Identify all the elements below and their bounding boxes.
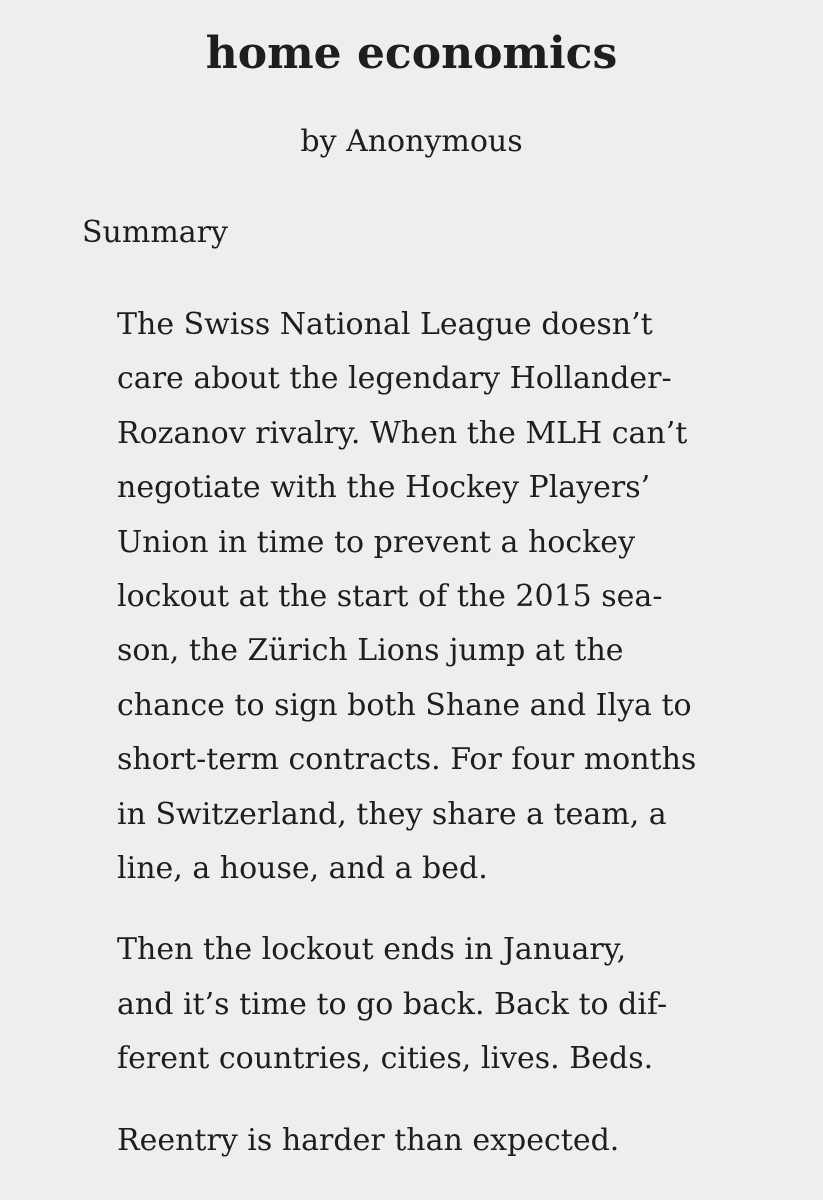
summary-line: line, a house, and a bed. [117,851,488,887]
summary-paragraph-3 [117,1114,717,1168]
summary-line: ferent countries, cities, lives. Beds. [117,1041,654,1077]
summary-line: care about the legendary Hollander- [117,361,672,397]
work-byline: by Anonymous [300,124,523,159]
summary-heading: Summary [82,215,228,250]
summary-paragraph-2 [117,923,717,1086]
summary-body [117,298,717,1168]
summary-line: lockout at the start of the 2015 sea- [117,579,663,615]
summary-paragraph-1 [117,298,717,896]
summary-line: son, the Zürich Lions jump at the [117,633,624,669]
summary-line: Rozanov rivalry. When the MLH can’t [117,415,688,451]
summary-line: The Swiss National League doesn’t [117,307,653,342]
summary-line: chance to sign both Shane and Ilya to [117,687,692,723]
summary-line: and it’s time to go back. Back to dif- [117,986,668,1022]
work-title: home economics [205,28,618,79]
summary-line: negotiate with the Hockey Players’ [117,470,651,506]
summary-line: Union in time to prevent a hockey [117,524,636,560]
summary-line: Reentry is harder than expected. [117,1122,620,1158]
summary-line: in Switzerland, they share a team, a [117,796,667,832]
summary-line: short-term contracts. For four months [117,742,697,778]
summary-line: Then the lockout ends in January, [117,932,627,968]
